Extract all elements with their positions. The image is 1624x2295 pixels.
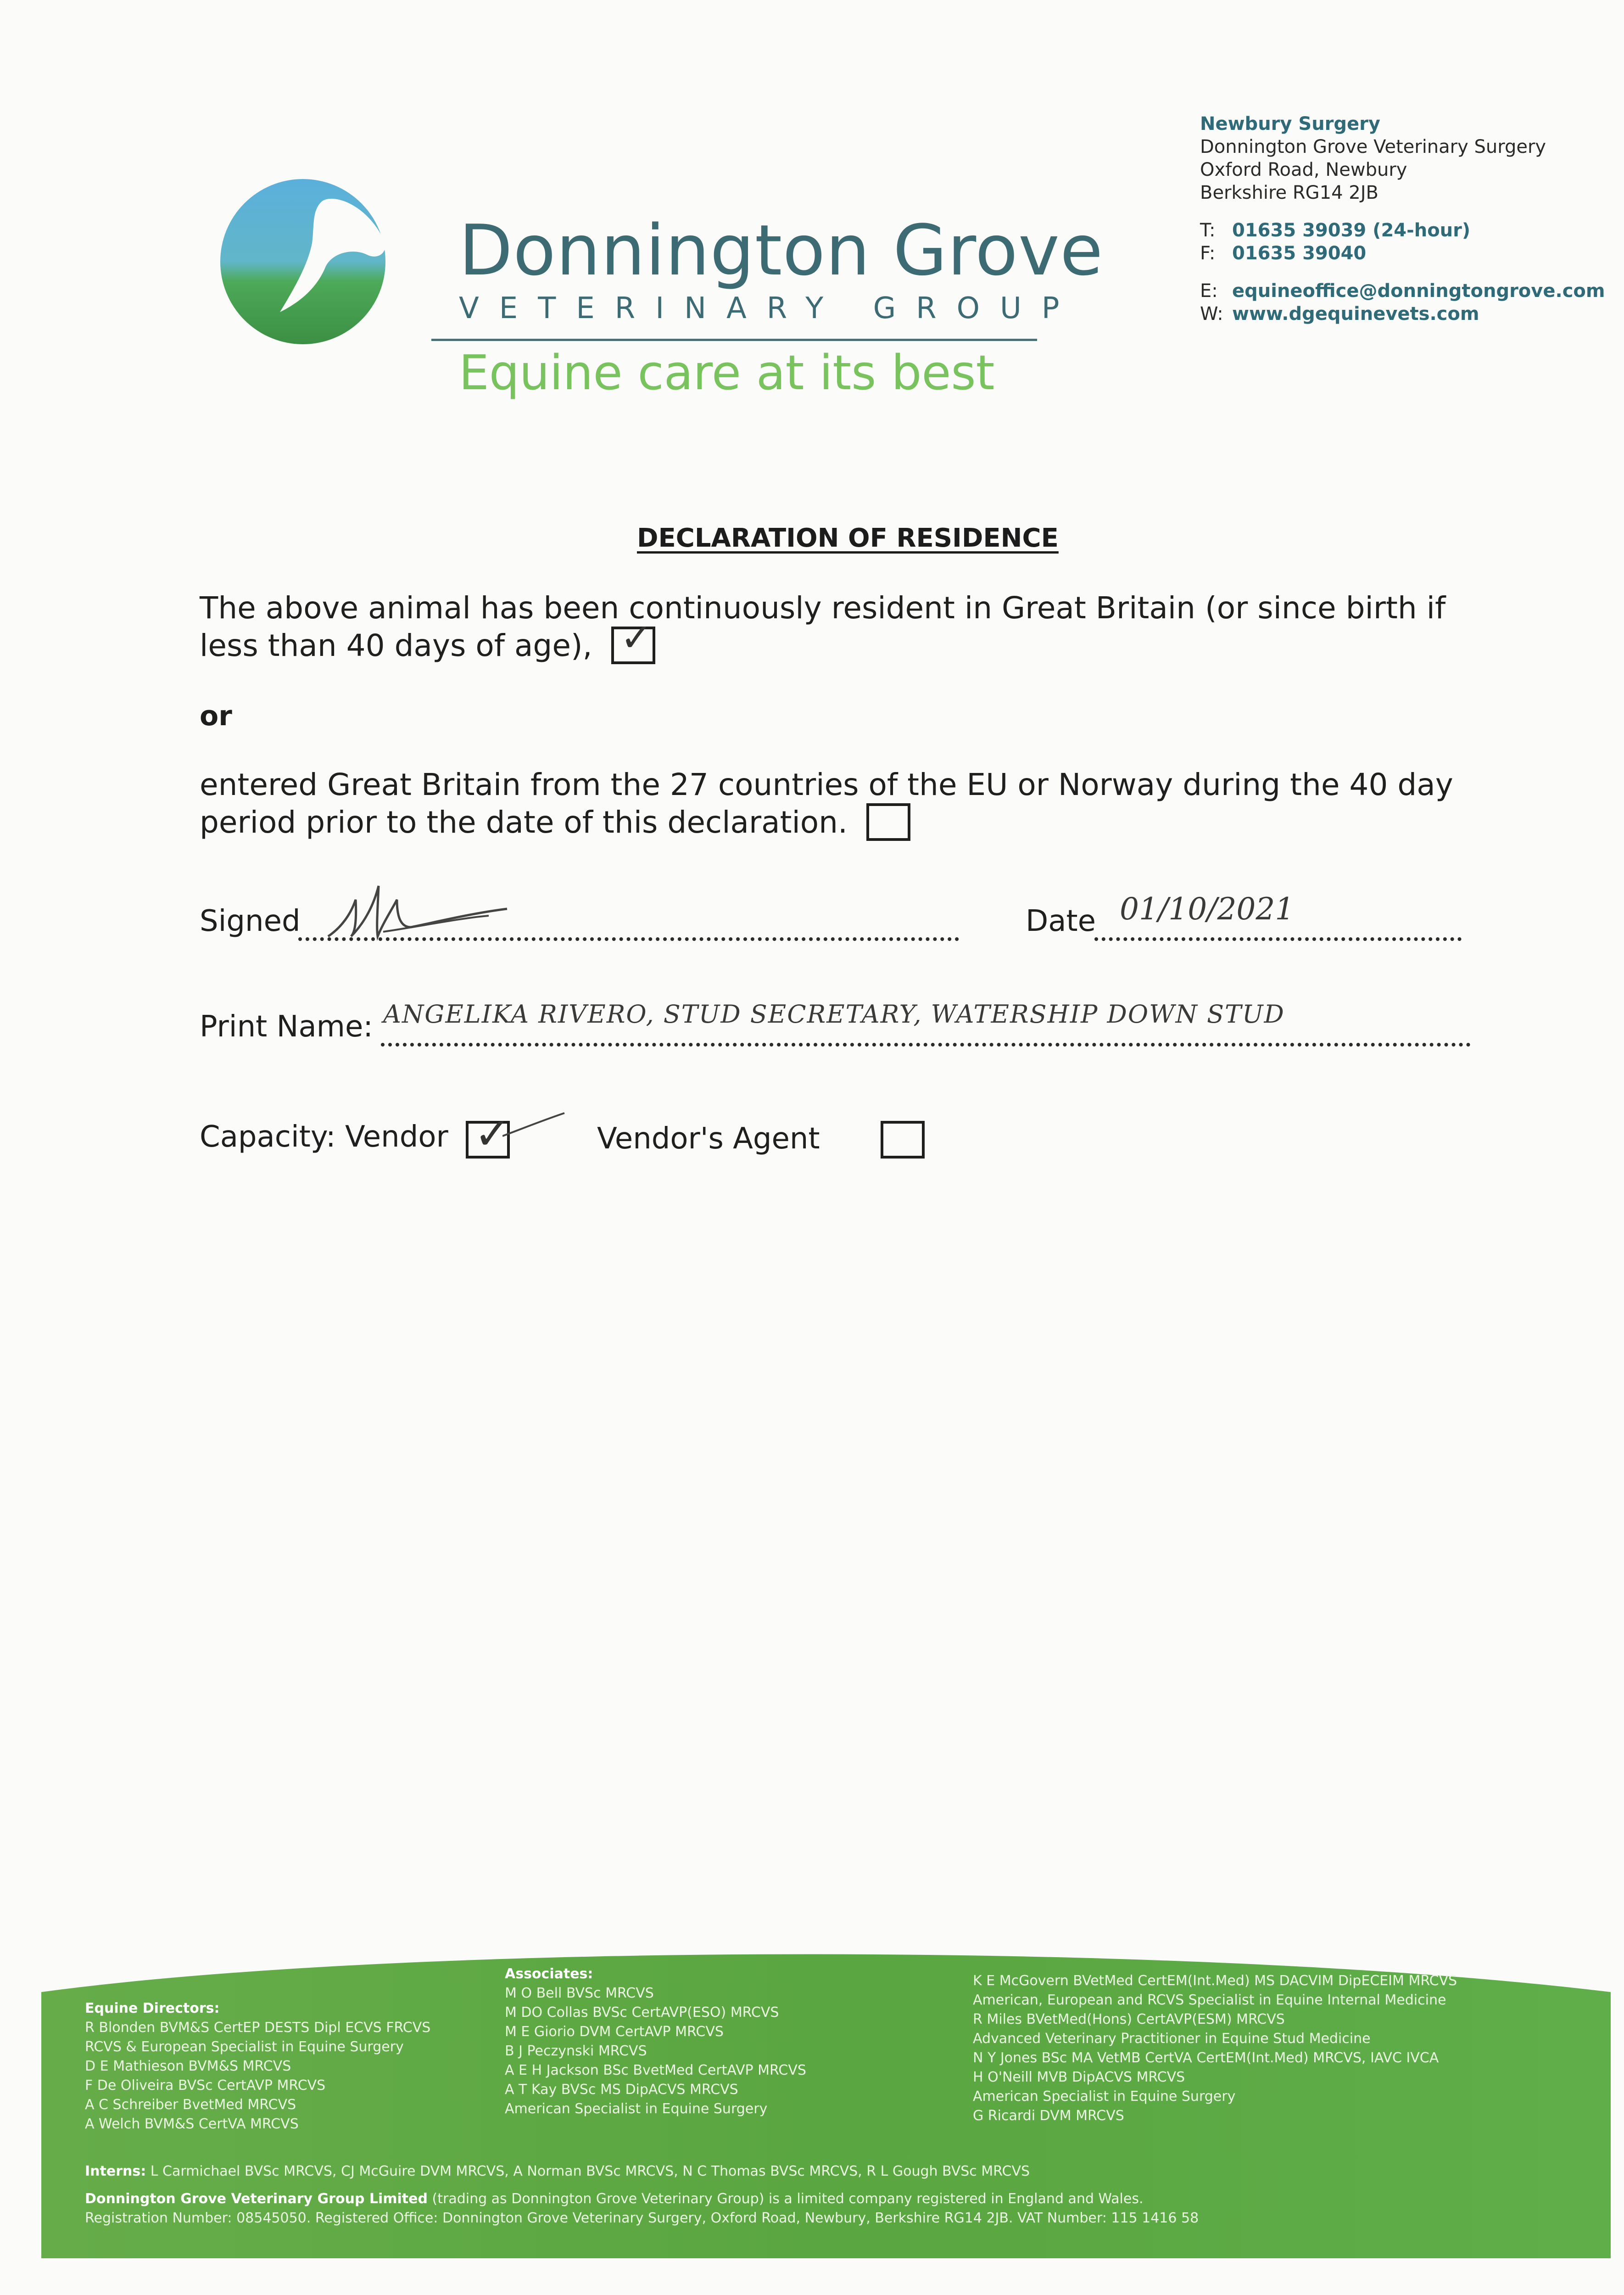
- check-stroke-icon: [502, 1111, 567, 1138]
- or-separator: or: [200, 700, 232, 732]
- date-line: [1094, 937, 1462, 941]
- entry-statement: [200, 767, 1484, 841]
- signature-row: [200, 891, 1471, 946]
- print-name-label: Print Name:: [200, 1010, 373, 1044]
- registration-line: Registration Number: 08545050. Registered Office: Donnington Grove Veterinary Surgery, Oxford Road, Newbury, Berkshire RG14 2JB. VAT Number: 115 1416 58: [85, 2210, 1199, 2226]
- signature-icon: [324, 872, 516, 946]
- date-value[interactable]: 01/10/2021: [1120, 891, 1295, 927]
- print-name-line: [381, 1043, 1471, 1047]
- specialists-column: [973, 1971, 1569, 2126]
- associate-line: M DO Collas BVSc CertAVP(ESO) MRCVS: [505, 2004, 779, 2021]
- footer-text: [85, 1965, 1599, 2286]
- director-line: A C Schreiber BvetMed MRCVS: [85, 2097, 296, 2113]
- print-name-value[interactable]: ANGELIKA RIVERO, STUD SECRETARY, WATERSHIP DOWN STUD: [383, 1000, 1285, 1029]
- brand-subtitle: VETERINARY GROUP: [459, 291, 1080, 325]
- associate-line: American Specialist in Equine Surgery: [505, 2101, 768, 2117]
- check-mark-icon: ✓: [474, 1108, 511, 1159]
- print-name-row: [200, 1000, 1471, 1051]
- date-label: Date: [1026, 904, 1096, 938]
- address-line: Berkshire RG14 2JB: [1200, 182, 1378, 203]
- telephone: 01635 39039 (24-hour): [1232, 220, 1471, 241]
- vendors-agent-label: Vendor's Agent: [597, 1122, 820, 1156]
- specialist-line: K E McGovern BVetMed CertEM(Int.Med) MS DACVIM DipECEIM MRCVS: [973, 1973, 1457, 1989]
- email-link[interactable]: equineoffice@donningtongrove.com: [1232, 280, 1605, 302]
- email-label: E:: [1200, 280, 1218, 302]
- director-line: RCVS & European Specialist in Equine Surgery: [85, 2039, 404, 2055]
- director-line: D E Mathieson BVM&S MRCVS: [85, 2058, 291, 2074]
- specialist-line: N Y Jones BSc MA VetMB CertVA CertEM(Int.Med) MRCVS, IAVC IVCA: [973, 2050, 1439, 2066]
- address-line: Donnington Grove Veterinary Surgery: [1200, 136, 1546, 157]
- fax: 01635 39040: [1232, 243, 1367, 264]
- specialist-line: H O'Neill MVB DipACVS MRCVS: [973, 2069, 1185, 2085]
- associate-line: A T Kay BVSc MS DipACVS MRCVS: [505, 2082, 738, 2098]
- interns-line: [85, 2162, 1553, 2181]
- resident-checkbox[interactable]: [611, 615, 655, 664]
- specialist-line: R Miles BVetMed(Hons) CertAVP(ESM) MRCVS: [973, 2011, 1285, 2027]
- specialist-line: American Specialist in Equine Surgery: [973, 2088, 1236, 2105]
- horse-head-logo-icon: [216, 174, 390, 349]
- associate-line: A E H Jackson BSc BvetMed CertAVP MRCVS: [505, 2062, 806, 2078]
- associates-heading: Associates:: [505, 1966, 593, 1982]
- web-label: W:: [1200, 303, 1223, 325]
- company-name: Donnington Grove Veterinary Group Limited: [85, 2191, 428, 2207]
- associates-column: [505, 1965, 1010, 2119]
- specialist-line: G Ricardi DVM MRCVS: [973, 2108, 1124, 2124]
- residence-statement: [200, 590, 1484, 664]
- vendors-agent-checkbox[interactable]: [881, 1121, 925, 1159]
- director-line: A Welch BVM&S CertVA MRCVS: [85, 2116, 299, 2132]
- surgery-name: Newbury Surgery: [1200, 113, 1380, 134]
- residence-statement-text: The above animal has been continuously resident in Great Britain (or since birth if less than 40 days of age),: [200, 590, 1446, 663]
- signed-label: Signed: [200, 904, 301, 938]
- interns-heading: Interns:: [85, 2163, 146, 2179]
- brand-tagline: Equine care at its best: [459, 345, 995, 401]
- director-line: R Blonden BVM&S CertEP DESTS Dipl ECVS FRCVS: [85, 2020, 431, 2036]
- specialist-line: American, European and RCVS Specialist in Equine Internal Medicine: [973, 1992, 1446, 2008]
- brand-divider: [431, 339, 1037, 341]
- director-line: F De Oliveira BVSc CertAVP MRCVS: [85, 2077, 326, 2093]
- associate-line: M O Bell BVSc MRCVS: [505, 1985, 654, 2001]
- fax-label: F:: [1200, 243, 1216, 264]
- address-line: Oxford Road, Newbury: [1200, 159, 1407, 180]
- capacity-row: [200, 1108, 1471, 1166]
- specialist-line: Advanced Veterinary Practitioner in Equine Stud Medicine: [973, 2031, 1371, 2047]
- capacity-vendor-label: Capacity: Vendor: [200, 1120, 448, 1154]
- associate-line: B J Peczynski MRCVS: [505, 2043, 647, 2059]
- interns-list: L Carmichael BVSc MRCVS, CJ McGuire DVM MRCVS, A Norman BVSc MRCVS, N C Thomas BVSc MRCVS, R L Gough BVSc MRCVS: [150, 2163, 1030, 2179]
- document-title: DECLARATION OF RESIDENCE: [637, 523, 1059, 553]
- company-text: (trading as Donnington Grove Veterinary Group) is a limited company registered in England and Wales.: [432, 2191, 1144, 2207]
- website-link[interactable]: www.dgequinevets.com: [1232, 303, 1479, 325]
- entry-statement-text: entered Great Britain from the 27 countries of the EU or Norway during the 40 day period prior to the date of this declaration.: [200, 767, 1453, 840]
- brand-name: Donnington Grove: [459, 210, 1104, 291]
- contact-block: [1200, 112, 1613, 325]
- check-mark-icon: ✓: [620, 615, 653, 660]
- company-line: [85, 2189, 1553, 2209]
- tel-label: T:: [1200, 220, 1216, 241]
- directors-column: [85, 1999, 498, 2134]
- directors-heading: Equine Directors:: [85, 2000, 220, 2016]
- associate-line: M E Giorio DVM CertAVP MRCVS: [505, 2024, 724, 2040]
- entered-checkbox[interactable]: [866, 803, 910, 841]
